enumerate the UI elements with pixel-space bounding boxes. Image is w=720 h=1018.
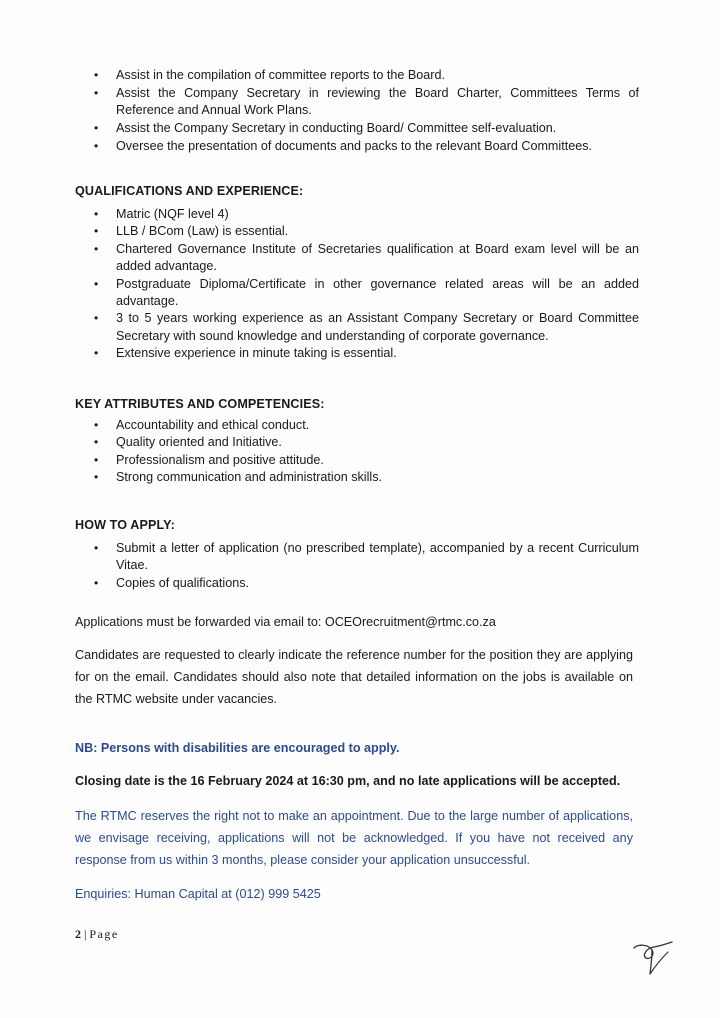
bullet-icon: • — [94, 224, 99, 239]
apply-heading: HOW TO APPLY: — [75, 518, 175, 532]
list-item-text: Chartered Governance Institute of Secretaries qualification at Board exam level will be an added advantage. — [116, 241, 639, 274]
list-item-text: Quality oriented and Initiative. — [116, 435, 282, 450]
list-item — [94, 469, 639, 486]
bullet-icon: • — [94, 85, 99, 100]
bullet-icon: • — [94, 418, 99, 432]
list-item — [94, 241, 639, 276]
bullet-icon: • — [94, 541, 99, 555]
list-item — [94, 452, 639, 469]
closing-date: Closing date is the 16 February 2024 at 16:30 pm, and no late applications will be accepted. — [75, 774, 621, 788]
list-item-text: Oversee the presentation of documents and packs to the relevant Board Committees. — [116, 139, 593, 154]
bullet-icon: • — [94, 139, 99, 154]
list-item-text: Assist the Company Secretary in reviewing the Board Charter, Committees Terms of Reference and Annual Work Plans. — [116, 85, 639, 118]
list-item-text: Professionalism and positive attitude. — [116, 452, 324, 467]
list-item — [94, 206, 639, 223]
page-number: 2 — [75, 927, 81, 941]
bullet-icon: • — [94, 276, 99, 291]
list-item-text: Copies of qualifications. — [116, 575, 250, 590]
qualifications-heading: QUALIFICATIONS AND EXPERIENCE: — [75, 184, 304, 198]
nb-note: NB: Persons with disabilities are encouraged to apply. — [75, 741, 400, 755]
list-item — [94, 138, 639, 155]
list-item-text: Submit a letter of application (no prescribed template), accompanied by a recent Curriculum Vitae. — [116, 541, 639, 573]
enquiries: Enquiries: Human Capital at (012) 999 5425 — [75, 887, 321, 901]
page-word: Page — [89, 927, 119, 941]
apply-list — [94, 540, 639, 592]
list-item-text: Accountability and ethical conduct. — [116, 418, 310, 432]
bullet-icon: • — [94, 207, 99, 221]
bullet-icon: • — [94, 470, 99, 485]
bullet-icon: • — [94, 311, 99, 326]
rights-note: The RTMC reserves the right not to make an appointment. Due to the large number of applications, we envisage receiving, applications will not be acknowledged. If you have not received any response from us within 3 months, please consider your application unsuccessful. — [75, 809, 633, 867]
bullet-icon: • — [94, 241, 99, 256]
reference-note: Candidates are requested to clearly indicate the reference number for the position they are applying for on the email. Candidates should also note that detailed information on the jobs is available on the RTMC website under vacancies. — [75, 648, 633, 706]
list-item-text: Assist the Company Secretary in conducting Board/ Committee self-evaluation. — [116, 121, 557, 136]
bullet-icon: • — [94, 346, 99, 361]
list-item — [94, 575, 639, 592]
list-item — [94, 67, 639, 84]
list-item — [94, 417, 639, 434]
list-item-text: Assist in the compilation of committee reports to the Board. — [116, 68, 445, 82]
duties-list — [94, 67, 639, 156]
list-item — [94, 345, 639, 362]
qualifications-list — [94, 206, 639, 363]
attributes-list — [94, 417, 639, 487]
list-item — [94, 223, 639, 240]
page-footer — [75, 927, 119, 942]
list-item — [94, 540, 639, 575]
attributes-heading: KEY ATTRIBUTES AND COMPETENCIES: — [75, 397, 325, 411]
bullet-icon: • — [94, 121, 99, 136]
bullet-icon: • — [94, 575, 99, 590]
list-item — [94, 120, 639, 137]
signature-icon — [628, 938, 678, 978]
list-item — [94, 85, 639, 120]
list-item-text: Postgraduate Diploma/Certificate in other governance related areas will be an added advantage. — [116, 276, 639, 309]
list-item-text: Strong communication and administration skills. — [116, 470, 382, 485]
email-instruction: Applications must be forwarded via email to: OCEOrecruitment@rtmc.co.za — [75, 615, 496, 629]
list-item — [94, 276, 639, 311]
list-item-text: Matric (NQF level 4) — [116, 207, 229, 221]
list-item-text: 3 to 5 years working experience as an Assistant Company Secretary or Board Committee Secretary with sound knowledge and understanding of corporate governance. — [116, 311, 639, 343]
bullet-icon: • — [94, 452, 99, 467]
bullet-icon: • — [94, 435, 99, 450]
bullet-icon: • — [94, 68, 99, 82]
list-item-text: Extensive experience in minute taking is essential. — [116, 346, 397, 361]
page-separator: | — [84, 927, 87, 941]
list-item-text: LLB / BCom (Law) is essential. — [116, 224, 289, 239]
list-item — [94, 310, 639, 345]
list-item — [94, 434, 639, 451]
